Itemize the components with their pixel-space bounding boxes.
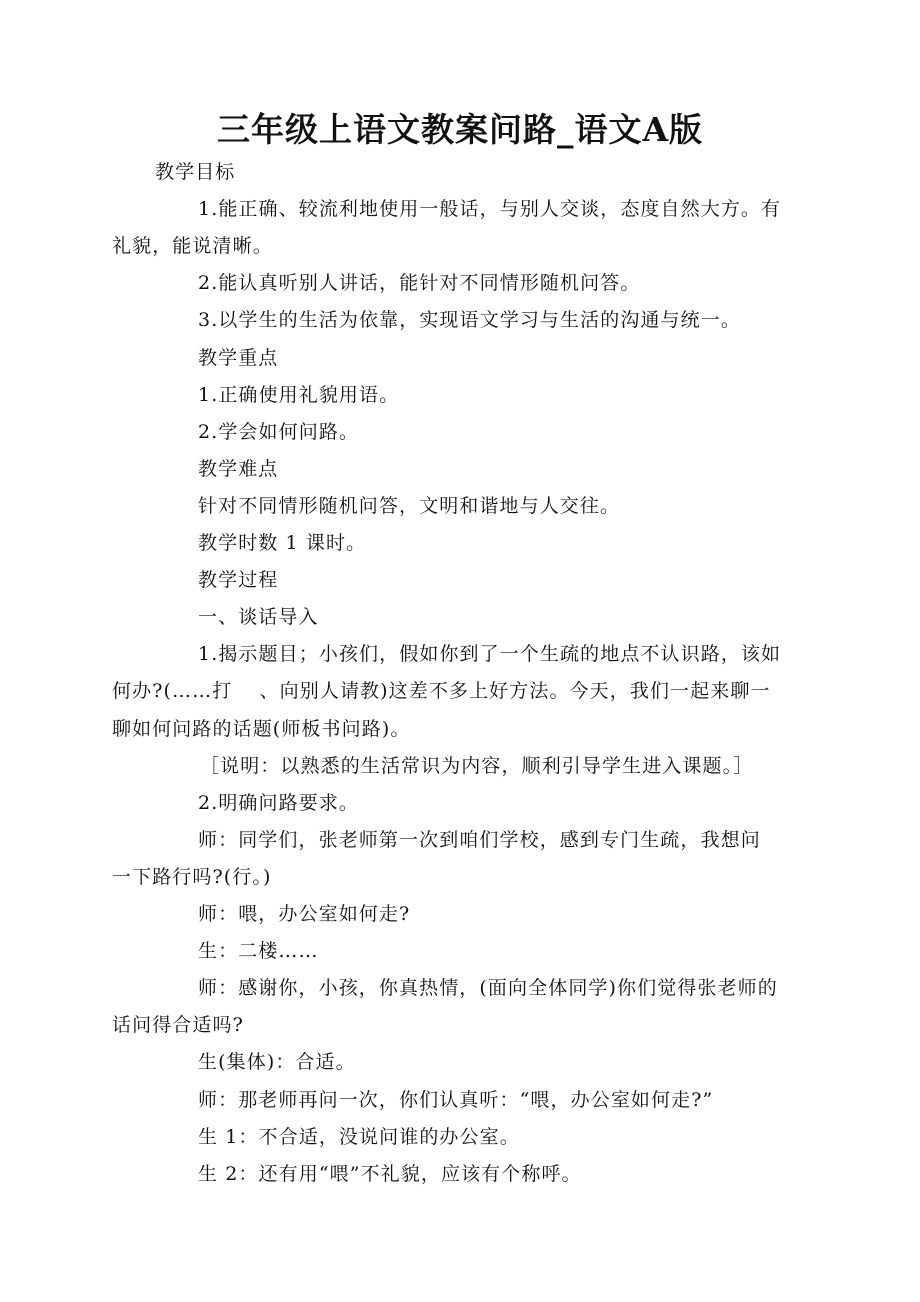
text-line: 聊如何问路的话题(师板书问路)。: [112, 717, 411, 740]
text-line: ［说明：以熟悉的生活常识为内容，顺利引导学生进入课题。］: [200, 754, 754, 777]
text-line: 1.揭示题目；小孩们，假如你到了一个生疏的地点不认识路，该如: [198, 643, 782, 666]
text-line: 生(集体)：合适。: [198, 1051, 356, 1074]
text-line: 3.以学生的生活为依靠，实现语文学习与生活的沟通与统一。: [198, 309, 741, 332]
text-line: 1.能正确、较流利地使用一般话，与别人交谈，态度自然大方。有: [198, 198, 782, 221]
text-line: 教学时数 1 课时。: [198, 532, 367, 554]
text-line: 1.正确使用礼貌用语。: [198, 383, 400, 406]
text-line: 生 1：不合适，没说问谁的办公室。: [198, 1125, 520, 1148]
text-line: 师：感谢你，小孩，你真热情，(面向全体同学)你们觉得张老师的: [198, 977, 778, 1000]
text-line: 师：同学们，张老师第一次到咱们学校，感到专门生疏，我想问: [198, 828, 761, 851]
text-line: 师：那老师再问一次，你们认真听：“喂，办公室如何走?”: [198, 1088, 714, 1111]
text-line: 2.能认真听别人讲话，能针对不同情形随机问答。: [198, 272, 641, 295]
document-title: 三年级上语文教案问路_语文A版: [216, 110, 704, 149]
text-line: 一、谈话导入: [198, 606, 319, 629]
text-line: 一下路行吗?(行。): [112, 865, 272, 888]
text-line: 教学过程: [198, 569, 279, 592]
text-line: 2.明确问路要求。: [198, 791, 360, 814]
text-line: 教学目标: [155, 161, 236, 183]
text-line: 何办?(……打 、向别人请教)这差不多上好方法。今天，我们一起来聊一: [112, 680, 771, 703]
text-line: 生：二楼……: [198, 940, 319, 963]
text-line: 2.学会如何问路。: [198, 420, 360, 443]
text-line: 教学难点: [198, 457, 279, 480]
text-line: 师：喂，办公室如何走?: [198, 903, 411, 925]
text-line: 针对不同情形随机问答，文明和谐地与人交往。: [198, 494, 621, 517]
text-line: 教学重点: [198, 346, 279, 369]
text-line: 生 2：还有用“喂”不礼貌，应该有个称呼。: [198, 1162, 582, 1185]
text-line: 话问得合适吗?: [112, 1014, 244, 1037]
text-line: 礼貌，能说清晰。: [112, 235, 273, 258]
